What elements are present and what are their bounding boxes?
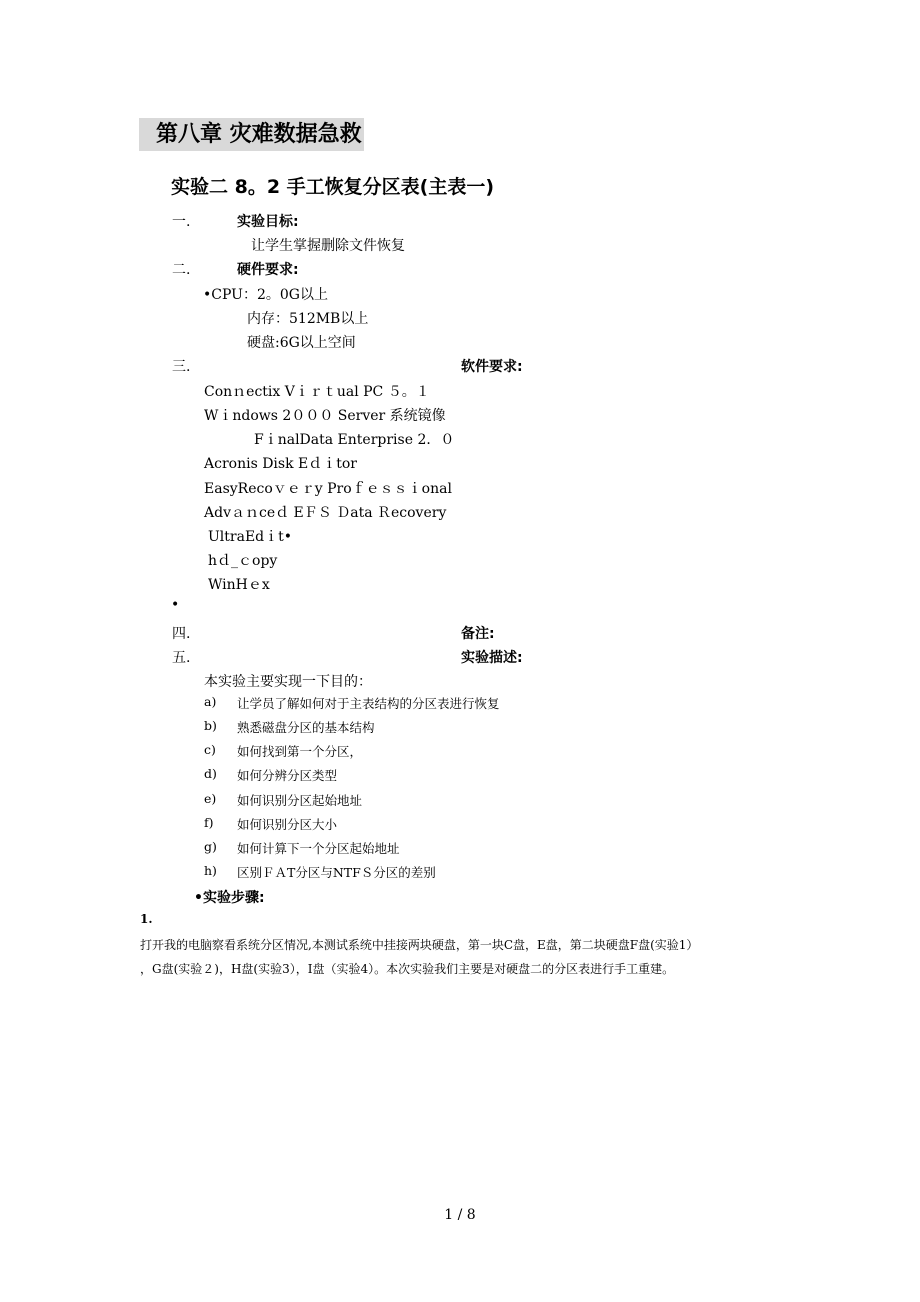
list-item: 熟悉磁盘分区的基本结构 [237,720,375,735]
section-number-notes: 四. [172,626,191,642]
step-text-line-2: ，G盘(实验２)，H盘(实验3），I盘（实验4）。本次实验我们主要是对硬盘二的分区表进行手工重建。 [140,962,675,976]
section-number-description: 五. [172,650,191,666]
goal-content: 让学生掌握删除文件恢复 [251,238,405,254]
section-heading-goal: 实验目标: [237,214,299,230]
section-number-software: 三. [172,359,191,375]
list-item: 如何识别分区起始地址 [237,793,363,808]
software-item: Acronis Disk Eｄｉtor [204,456,357,472]
list-item-marker: f) [204,815,214,830]
chapter-title: 第八章 灾难数据急救 [139,118,364,151]
software-item: Wｉndows 2０００ Server 系统镜像 [204,408,446,424]
hardware-memory: 内存：512MB以上 [247,311,369,327]
software-trailing-mark: • [171,597,180,613]
software-item: hｄ_ｃopy [208,553,278,569]
step-text-line-1: 打开我的电脑察看系统分区情况,本测试系统中挂接两块硬盘，第一块C盘，E盘，第二块硬盘F盘(实验1） [140,938,699,952]
list-item: 如何计算下一个分区起始地址 [237,841,400,856]
list-item-marker: d) [204,766,217,781]
section-heading-hardware: 硬件要求: [237,262,299,278]
page-number: 1 / 8 [444,1207,476,1223]
list-item-marker: e) [204,791,217,806]
experiment-title: 实验二 8。2 手工恢复分区表(主表一) [171,176,495,198]
list-item: 如何识别分区大小 [237,817,338,832]
software-item: Conｎectix Vｉｒｔual PC ５。１ [204,384,430,400]
software-item: FｉnalData Enterprise 2．０ [254,432,455,448]
software-item: Advａｎceｄ EＦＳ Ｄata Ｒecovery [204,505,447,521]
section-heading-notes: 备注: [461,626,495,642]
hardware-disk: 硬盘:6G以上空间 [247,335,356,351]
list-item: 区别ＦＡT分区与NTFＳ分区的差别 [237,865,436,880]
section-heading-steps: •实验步骤: [194,890,265,906]
list-item: 如何找到第一个分区， [237,744,363,759]
software-item: UltraEdｉt• [208,529,293,545]
section-number-goal: 一. [172,214,191,230]
software-item: EasyRecoｖｅｒy Proｆｅｓｓｉonal [204,481,452,497]
step-number: 1. [140,912,153,926]
list-item-marker: c) [204,742,216,757]
list-item-marker: g) [204,839,217,854]
software-item: WinHｅx [208,577,270,593]
list-item-marker: b) [204,718,217,733]
list-item: 如何分辨分区类型 [237,768,338,783]
list-item-marker: a) [204,694,217,709]
description-intro: 本实验主要实现一下目的： [204,674,372,690]
section-heading-description: 实验描述: [461,650,523,666]
section-number-hardware: 二. [172,262,191,278]
hardware-cpu: •CPU：2。0G以上 [203,287,328,303]
list-item: 让学员了解如何对于主表结构的分区表进行恢复 [237,696,500,711]
section-heading-software: 软件要求: [461,359,523,375]
list-item-marker: h) [204,863,217,878]
